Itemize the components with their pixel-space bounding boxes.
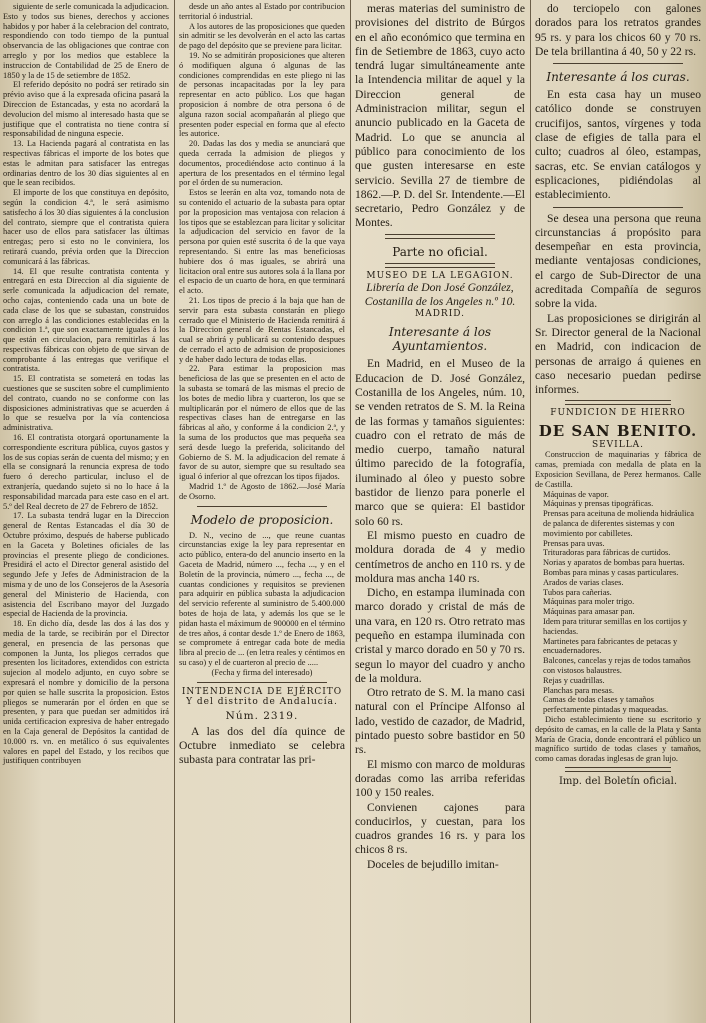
list-item: Idem para triturar semillas en los cortijos y haciendas. [543,616,687,636]
list-item: Prensas para aceituna de molienda hidráulica de palanca de diferentes sistemas y con movimiento por cabilletes. [543,509,694,538]
separator [385,263,495,268]
list-item: Camas de todas clases y tamaños perfectamente pintadas y maqueadas. [543,695,669,715]
museum-title: MUSEO DE LA LEGAGION. [366,270,514,281]
column-1 [0,0,172,1023]
paragraph: Estos se leerán en alta voz, tomando nota de su contenido el actuario de la subasta para optar por la proposicion mas ventajosa con relacion á los tipos que se establezcan para licitar y solicitar la adjudicacion del servicio en favor de la persona por quien esté suscrita ó de la que vaya representando. Si entre las mas beneficiosas hubiere dos ó mas iguales, se abrirá una licitacion oral entre sus autores sola á la llana por el espacio de un cuarto de hora, en que terminará el acto. [179,188,345,296]
separator [197,506,327,507]
office-title: INTENDENCIA DE EJÉRCITO Y del distrito de Andalucía. [181,686,343,707]
fundicion-title: FUNDICION DE HIERRO [550,408,686,419]
list-item: Bombas para minas y casas particulares. [543,567,679,577]
paragraph: 14. El que resulte contratista contenta y entregará en esta Direccion al día siguiente de serle comunicada la adjudicacion del remate, ocho cajas, conteniendo cada una un bote de cada clase de los que se subastan, construidos con arreglo á las condiciones establecidas en la condicion 1.ª, que son exactamente iguales á los que están en circulacion, para remitirlas á las respectivas fábricas con objeto de que sirvan de comprobante á las entregas que verifique el contratista. [3,266,169,374]
separator [553,207,683,208]
imprint-footer: Imp. del Boletín oficial. [558,775,678,787]
list-item: Máquinas para moler trigo. [543,597,635,607]
separator [565,767,671,772]
list-item: Arados de varias clases. [543,577,624,587]
library-line: Librería de Don José González, Costanilla de los Angeles n.º 10. [364,280,516,309]
paragraph: Otro retrato de S. M. la mano casi natural con el Príncipe Alfonso al lado, vestido de cazador, de Madrid, pintado puesto sobre bastidor en 50 rs. [355,686,525,757]
list-item: Máquinas para amasar pan. [543,607,635,617]
paragraph: En Madrid, en el Museo de la Educacion de D. José González, Costanilla de los Angeles, núm. 10, se venden retratos de S. M. la Reina de las formas y tamaños siguientes: cuadro con el retrato de más de medio cuerpo, tamaño natural último parecido de la fotografía, iluminado al óleo y puesto sobre bastidor de lienzo para ponerle el marco que se quiera: El bastidor solo 60 rs. [355,357,525,528]
paragraph: 19. No se admitirán proposiciones que alteren ó modifiquen alguna ó algunas de las condiciones comprendidas en este pliego ni las de personas incapacitadas por la ley para representar en acto público. Los que hagan proposicion á nombre de otra persona ó de alguna razon social acompañarán al pliego que presenten poder especial en forma que al efecto les autorice. [179,50,345,139]
paragraph: meras materias del suministro de provisiones del distrito de Búrgos en el año económico que termina en fin de Setiembre de 1863, cuyo acto tendrá lugar simultáneamente ante la Intendencia militar de aquel y la Direccion general de Administracion militar, segun el anuncio publicado en la Gaceta de Madrid. Lo que se anuncia al público para conocimiento de los que gusten interesarse en este servicio. Sevilla 27 de tiembre de 1862.—P. D. del Sr. Intendente.—El secretario, Pedro González y de Montes. [355,2,525,230]
paragraph: D. N., vecino de ..., que reune cuantas circunstancias exige la ley para representar en acto público, entera-do del anuncio inserto en la Gaceta de Madrid, número ..., fecha ..., y en el Boletín de la provincia, número ..., fecha ..., de cuantas condiciones y requisitos se previenen para adquirir en pública subasta la adjudicacion del servicio referente al suministro de 5.400.000 botes de hoja de lata, y además los que se le pidan hasta el máximum de 900000 en el término de tres años, á contar desde 1.º de Enero de 1863, se compromete á entregar cada bote de media libra al precio de ... (en letra reales y céntimos en su caso) y el de cuarteron al precio de ..... [179,530,345,667]
list-item: Tubos para cañerias. [543,587,612,597]
paragraph: El mismo puesto en cuadro de moldura dorada de 4 y medio centímetros de ancho en 110 rs. y de moldura mas ancha 140 rs. [355,528,525,585]
column-rule [350,0,351,1023]
paragraph: 21. Los tipos de precio á la baja que han de servir para esta subasta constarán en pliego cerrado que el Ministerio de Hacienda remitirá á la Direccion general de Rentas Estancadas, el cual se abrirá y publicará su contenido despues de cerrado el acto de admision de proposiciones y de haber dado lectura de todas ellas. [179,295,345,364]
sevilla-title: SEVILLA. [591,440,645,451]
list-item: Rejas y cuadrillas. [543,675,605,685]
list-item: Balcones, cancelas y rejas de todos tamaños con vistosos balaustres. [543,656,691,675]
paragraph: En esta casa hay un museo católico donde se construyen crucifijos, santos, vírgenes y toda clase de efigies de talla para el culto; cuadros al óleo, estampas, sacras, etc. Se envian catálogos y esplicaciones, pidiéndolas al establecimiento. [535,88,701,202]
list-item: Martinetes para fabricantes de petacas y encuadernadores. [543,636,678,656]
paragraph: Construccion de maquinarias y fábrica de camas, premiada con medalla de plata en la Exposicion Sevillana, de Perez hermanos. Calle de Castilla. [535,450,701,489]
separator [197,682,327,683]
ad-title: Interesante á los Ayuntamientos. [388,325,492,354]
paragraph: Las proposiciones se dirigirán al Sr. Director general de la Nacional en Madrid, con indicacion de personas de arraigo á quienes en caso necesario puedan pedirse informes. [535,311,701,397]
separator [553,63,683,64]
paragraph: do terciopelo con galones dorados para los retratos grandes 95 rs. y para los chicos 60 y 70 rs. De tela brillantina á 40, 50 y 22 rs. [535,2,701,58]
column-2 [176,0,348,1023]
paragraph: 15. El contratista se someterá en todas las cuestiones que se susciten sobre el cumplimiento del contrato, cuando no se conforme con las disposiciones administrativas que se acuerden á lo que se resuelva por la vía contenciosa administrativa. [3,374,169,433]
list-item: Máquinas de vapor. [543,489,609,499]
paragraph: A los autores de las proposiciones que queden sin admitir se les devolverán en el acto las cartas de pago del depósito que se previene para licitar. [179,21,345,51]
paragraph: Dicho, en estampa iluminada con marco dorado y cristal de más de una vara, en 120 rs. Otro retrato mas pequeño en estampa iluminada con cristal y marco dorado en 50 y 70 rs. segun lo mayor del cuadro y ancho de la moldura. [355,586,525,685]
paragraph: El referido depósito no podrá ser retirado sin prévio aviso que á la expresada oficina pasará la Direccion de Estancadas, y esta no acordará la devolucion del mismo al interesado hasta que se justifique que el contratista no tiene contra sí responsabilidad de ninguna especie. [3,80,169,139]
paragraph: 16. El contratista otorgará oportunamente la correspondiente escritura pública, cuyos gastos y los de sus copias serán de cuenta del mismo; y en ella se consignará la renuncia expresa de todo fuero ó derecho particular, incluso el de extranjería, quedando sujeto si no lo hace á la responsabilidad marcada para este caso en el art. 5.º del Real decreto de 27 de Febrero de 1852. [3,433,169,511]
column-4 [532,0,704,1023]
column-3 [352,0,528,1023]
paragraph: El importe de los que constituya en depósito, según la condicion 4.ª, le será asimismo satisfecho á los 30 días siguientes á la conclusion del contrato, siempre que el contratista quiera hacer uso de ellos para satisfacer las últimas entregas; pero si esto no le conviniera, los retirará cuando, prévia orden que la Direccion comunicará á las fábricas. [3,188,169,266]
paragraph: Se desea una persona que reuna circunstancias á propósito para desempeñar en esta provincia, mediante ventajosas condiciones, el cargo de Sub-Director de una acreditada Compañía de seguros sobre la vida. [535,211,701,311]
paragraph: 22. Para estimar la proposicion mas beneficiosa de las que se presenten en el acto de la subasta se tomará de las mismas el precio de los botes de medio libra y cuarteron, los que se multiplicarán por el número de ellos que de las respectivas clases han de entregarse en las fábricas al año, y conforme á la condicion 2.ª, y la suma de los productos que mas pequeña sea será desde luego la preferida, solicitando del Gobierno de S. M. la adjudicacion del remate á favor de su autor, siempre que su resultado sea igual ó inferior al que ofrezcan los tipos fijados. [179,364,345,482]
section-title: Parte no oficial. [392,244,488,259]
list-item: Máquinas y prensas tipográficas. [543,499,654,509]
paragraph: Convienen cajones para conducirlos, y cuestan, para los cuadros grandes 16 rs. y para los chicos 8 rs. [355,800,525,857]
list-item: Prensas para uvas. [543,538,605,548]
list-item: Norias y aparatos de bombas para huertas. [543,558,685,568]
paragraph: desde un año antes al Estado por contribucion territorial ó industrial. [179,2,345,21]
column-rule [530,0,531,1023]
city-title: MADRID. [414,309,466,320]
column-rule [174,0,175,1023]
paragraph: El mismo con marco de molduras doradas como las arriba referidas 100 y 150 reales. [355,757,525,800]
paragraph: 18. En dicho día, desde las dos á las dos y media de la tarde, se recibirán por el Director general, en presencia de las personas que componen la Junta, los pliegos cerrados que presenten los licitadores, extendidos con estricta sujecion al modelo adjunto, en cuyo sobre se expresará el nombre y domicilio de la persona por quien se halle suscrita la proposicion. Estos pliegos se numerarán por el órden en que se presenten, y para que puedan ser admitidos irá unida certificacion expresiva de haber entregado en la Caja general de Depósitos la cantidad de 10.000 rs. vn. en metálico ó sus equivalentes valores en papel del Estado, y los recibos que justifiquen contribuyen [3,619,169,766]
paragraph: siguiente de serle comunicada la adjudicacion. Esto y todos sus bienes, derechos y acciones habidos y por haber á la celebracion del contrato, respondiendo con todo tiempo de la puntual observancia de las obligaciones que contrae con arreglo y por los medios que establece la instruccion de Contabilidad de 25 de Enero de 1850 y la de 15 de setiembre de 1852. [3,2,169,80]
paragraph: 17. La subasta tendrá lugar en la Direccion general de Rentas Estancadas el día 30 de Octubre próximo, después de haberse publicado en la Gaceta y Boletines oficiales de las provincias el presente pliego de condiciones. Presidirá el acto el Director general asistido del segundo Jefe y Jefes de Administracion de la misma y de uno de los Consejeros de la Asesoría general del Ministerio de Hacienda, con asistencia del Escribano mayor del Juzgado especial de Hacienda de la provincia. [3,511,169,619]
list-item: Trituradoras para fábricas de curtidos. [543,548,671,558]
paragraph: Doceles de bejudillo imitan- [367,857,499,871]
notice-number: Núm. 2319. [225,709,299,722]
paragraph: 13. La Hacienda pagará al contratista en las respectivas fábricas el importe de los botes que estas le admitan para satisfacer las entregas ordinarias dentro de los 30 días siguientes al en que le sean recibidos. [3,139,169,188]
curas-title: Interesante á los curas. [546,70,690,85]
san-benito-title: DE SAN BENITO. [538,422,698,441]
paragraph: A las dos del día quince de Octubre inmediato se celebra subasta para contratar las pri- [179,724,345,767]
paragraph: Dicho establecimiento tiene su escritorio y depósito de camas, en la calle de la Plata y Santa María de Gracia, donde encontrará el público un magnífico surtido de todas clases y tamaños, como camas doradas inglesas de gran lujo. [535,714,701,764]
separator [385,234,495,239]
model-title: Modelo de proposicion. [190,512,334,527]
separator [565,400,671,405]
signature-line: Madrid 1.º de Agosto de 1862.—José María de Osorno. [179,482,345,501]
paragraph: 20. Dadas las dos y media se anunciará que queda cerrada la admision de pliegos y documentos, procediéndose acto continuo á la apertura de los presentados en el término legal por el órden de su numeracion. [179,139,345,188]
paragraph: (Fecha y firma del interesado) [211,667,313,677]
list-item: Planchas para mesas. [543,685,614,695]
